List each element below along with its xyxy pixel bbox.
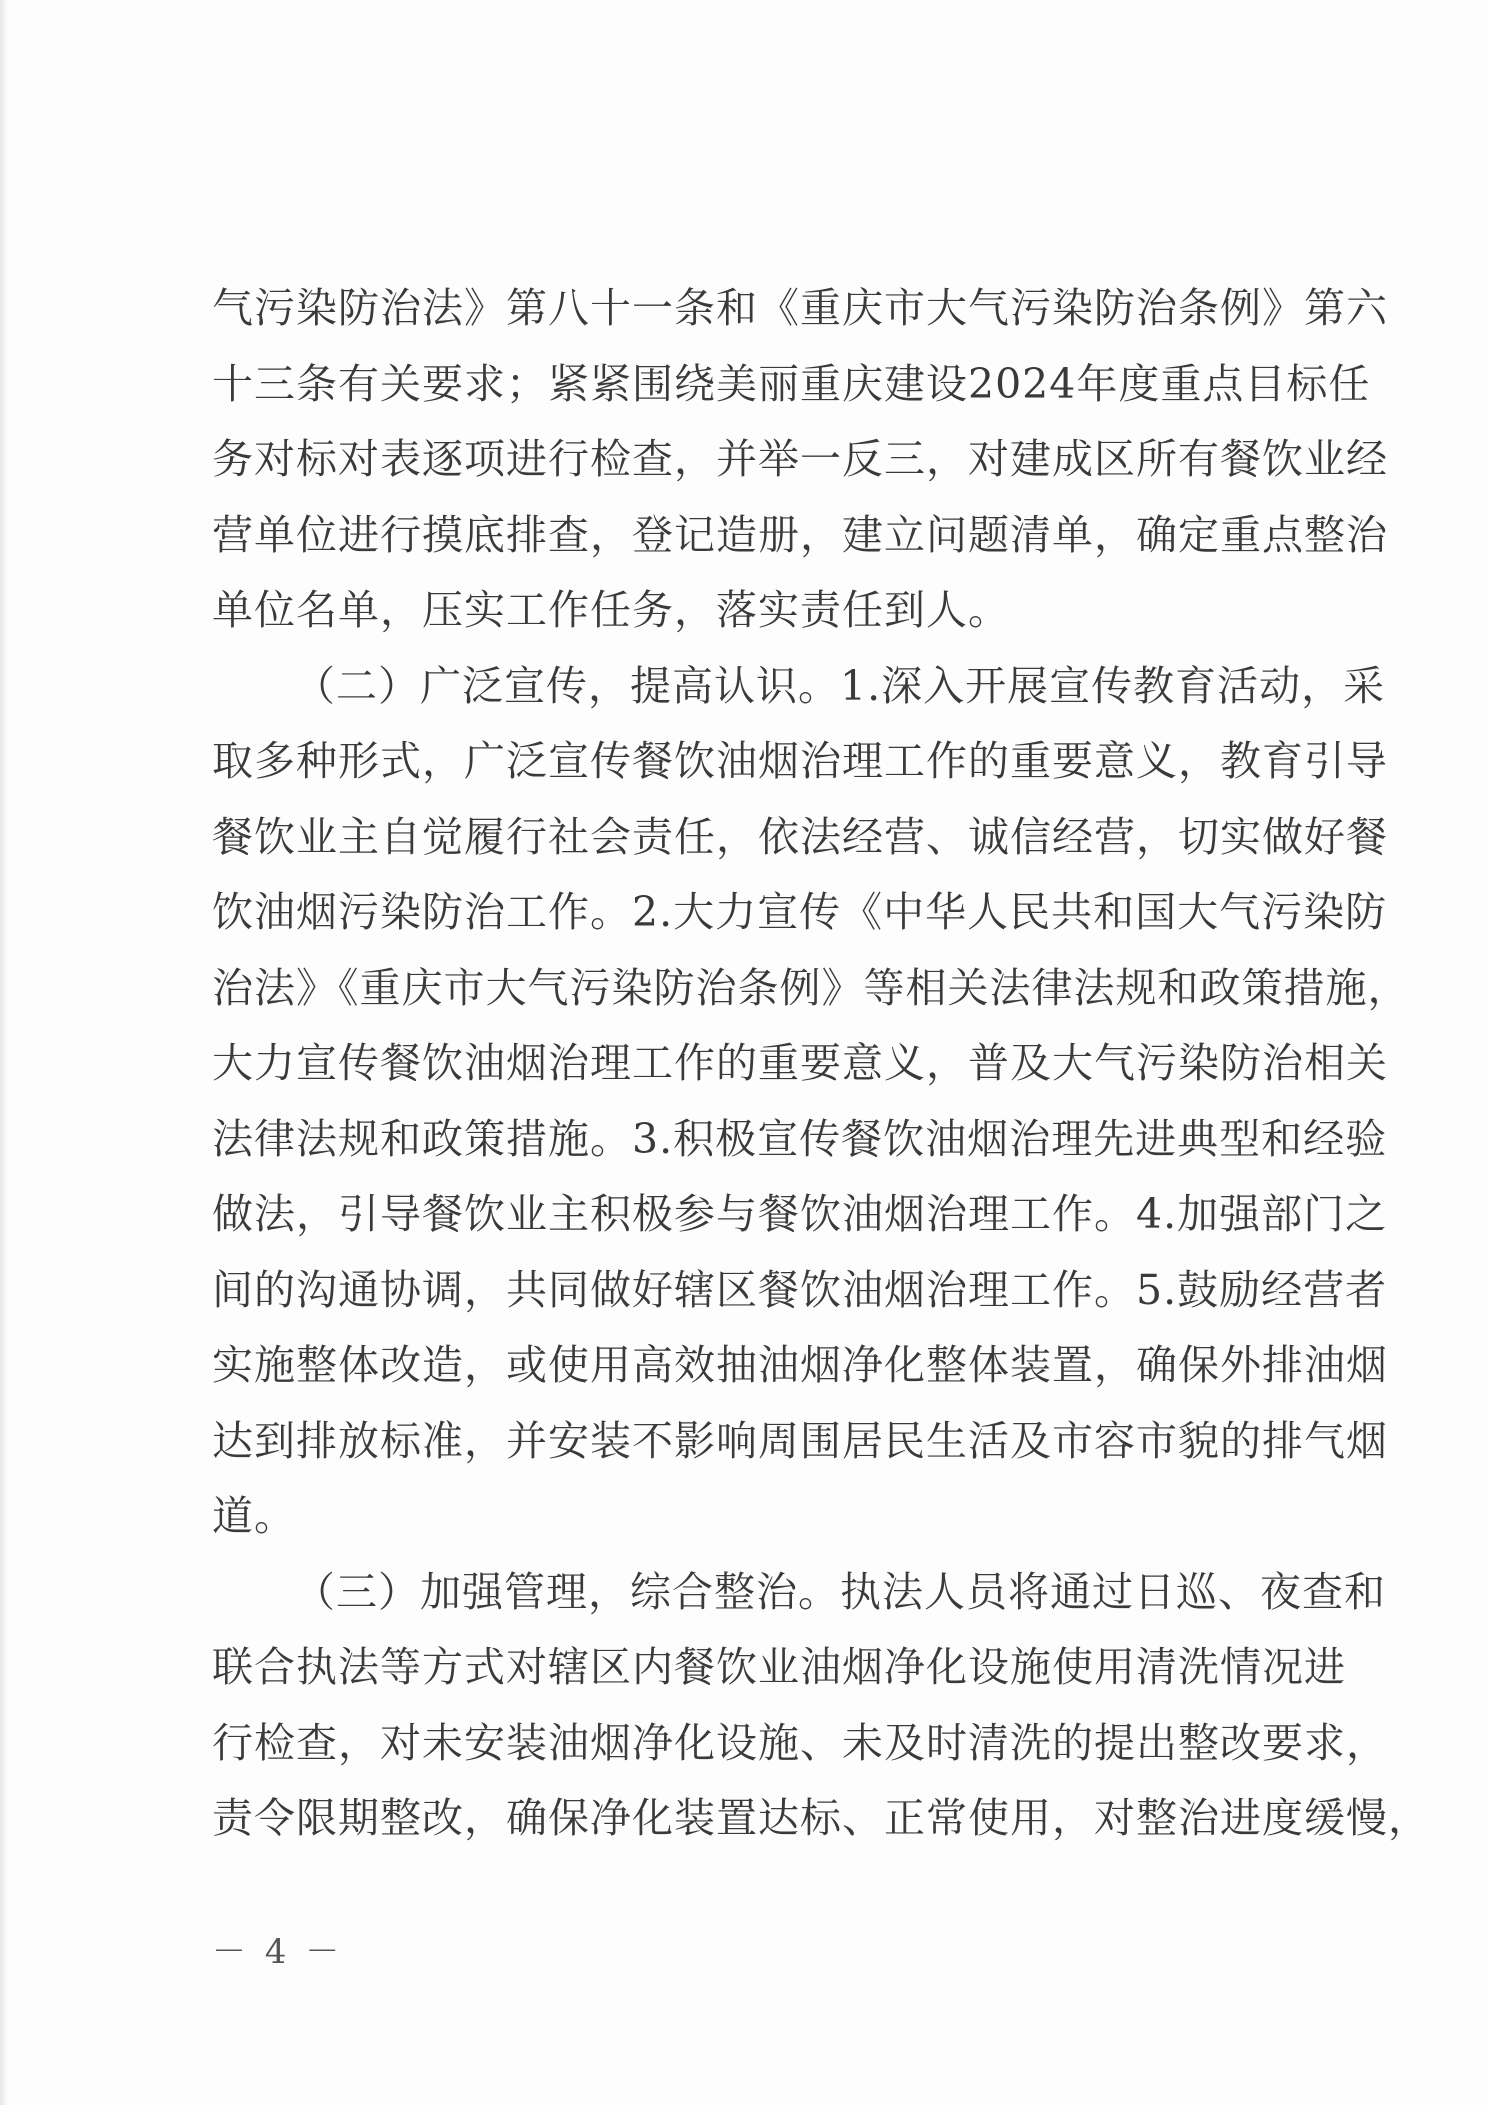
text-line: 实施整体改造，或使用高效抽油烟净化整体装置，确保外排油烟 xyxy=(212,1341,1388,1389)
page-number: － 4 － xyxy=(212,1932,344,1972)
paragraph-1 xyxy=(212,271,1388,649)
text-line: 单位名单，压实工作任务，落实责任到人。 xyxy=(212,586,1010,634)
text-line: 责令限期整改，确保净化装置达标、正常使用，对整治进度缓慢， xyxy=(212,1794,1430,1842)
scan-edge-shadow xyxy=(0,0,8,2105)
text-line: 行检查，对未安装油烟净化设施、未及时清洗的提出整改要求， xyxy=(212,1718,1388,1767)
paragraph-2 xyxy=(212,649,1410,1555)
text-line: 营单位进行摸底排查，登记造册，建立问题清单，确定重点整治 xyxy=(212,510,1388,559)
text-line: 达到排放标准，并安装不影响周围居民生活及市容市貌的排气烟 xyxy=(212,1416,1388,1465)
text-line: 气污染防治法》第八十一条和《重庆市大气污染防治条例》第六 xyxy=(212,284,1388,332)
text-line: 务对标对表逐项进行检查，并举一反三，对建成区所有餐饮业经 xyxy=(212,435,1388,483)
text-line: 治法》《重庆市大气污染防治条例》等相关法律法规和政策措施， xyxy=(212,963,1410,1012)
text-line: （三）加强管理，综合整治。执法人员将通过日巡、夜查和 xyxy=(294,1567,1386,1616)
text-line: 取多种形式，广泛宣传餐饮油烟治理工作的重要意义，教育引导 xyxy=(212,737,1388,785)
paragraph-3 xyxy=(212,1555,1430,1857)
text-line: （二）广泛宣传，提高认识。1.深入开展宣传教育活动，采 xyxy=(294,661,1386,710)
text-line: 间的沟通协调，共同做好辖区餐饮油烟治理工作。5.鼓励经营者 xyxy=(212,1265,1388,1314)
text-line: 十三条有关要求；紧紧围绕美丽重庆建设2024年度重点目标任 xyxy=(212,359,1371,408)
text-line: 大力宣传餐饮油烟治理工作的重要意义，普及大气污染防治相关 xyxy=(212,1039,1388,1087)
text-line: 道。 xyxy=(212,1492,296,1540)
document-body xyxy=(212,271,1430,1857)
text-line: 做法，引导餐饮业主积极参与餐饮油烟治理工作。4.加强部门之 xyxy=(212,1190,1388,1238)
text-line: 联合执法等方式对辖区内餐饮业油烟净化设施使用清洗情况进 xyxy=(212,1643,1346,1691)
text-line: 法律法规和政策措施。3.积极宣传餐饮油烟治理先进典型和经验 xyxy=(212,1114,1388,1163)
text-line: 饮油烟污染防治工作。2.大力宣传《中华人民共和国大气污染防 xyxy=(212,888,1388,936)
text-line: 餐饮业主自觉履行社会责任，依法经营、诚信经营，切实做好餐 xyxy=(212,812,1388,861)
